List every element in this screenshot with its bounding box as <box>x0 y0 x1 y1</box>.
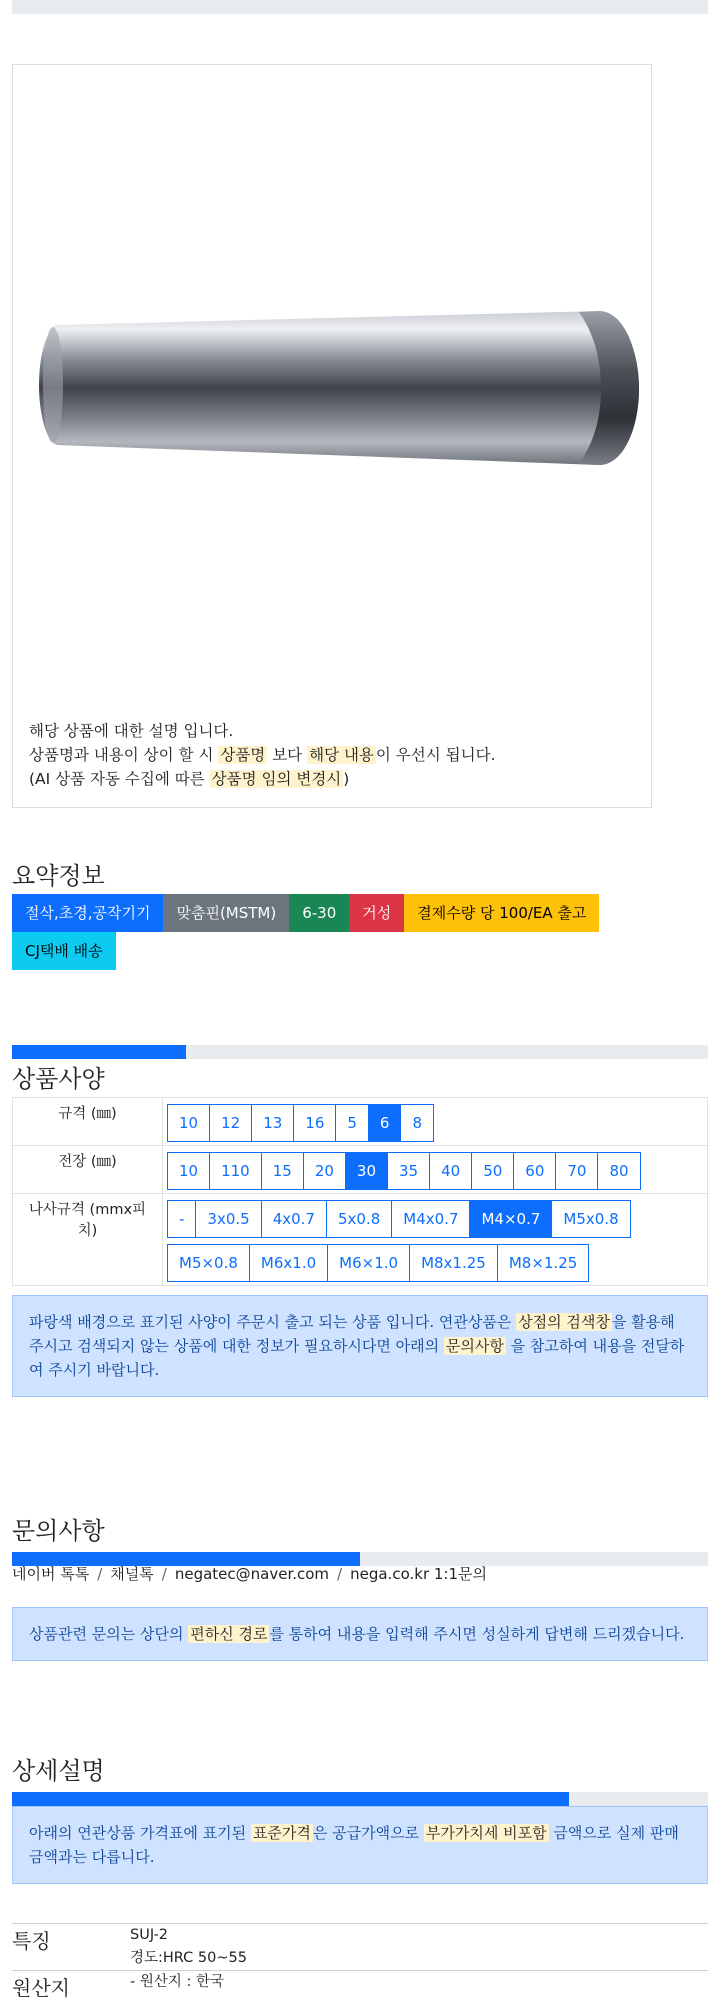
spec-option-group <box>167 1198 703 1282</box>
summary-heading: 요약정보 <box>12 862 105 890</box>
spec-notice: 파랑색 배경으로 표기된 사양이 주문시 출고 되는 상품 입니다. 연관상품은 상점의 검색창 을 활용해 주시고 검색되지 않는 상품에 대한 정보가 필요하시다면 아래의 문의사항 을 참고하여 내용을 전달하여 주시기 바랍니다. <box>12 1295 708 1397</box>
link-separator: / <box>337 1565 343 1583</box>
spec-options <box>163 1194 708 1286</box>
highlight-content: 해당 내용 <box>309 746 374 764</box>
spec-option-button[interactable]: 35 <box>387 1152 430 1190</box>
spec-options <box>163 1098 708 1146</box>
feature-value: 경도:HRC 50~55 <box>130 1950 247 1966</box>
spec-option-button[interactable]: 6 <box>368 1104 402 1142</box>
spec-option-button[interactable]: 16 <box>293 1104 336 1142</box>
spec-option-button[interactable]: 30 <box>345 1152 388 1190</box>
spec-option-button[interactable]: M6x1.0 <box>249 1244 328 1282</box>
highlight-search-box: 상점의 검색창 <box>518 1313 610 1331</box>
spec-option-button[interactable]: 5 <box>335 1104 369 1142</box>
inquiry-link[interactable]: negatec@naver.com <box>174 1565 330 1583</box>
specs-progress-bar <box>12 1045 708 1059</box>
summary-badge: 결제수량 당 100/EA 출고 <box>404 894 599 932</box>
inquiry-link[interactable]: nega.co.kr 1:1문의 <box>350 1565 487 1583</box>
feature-row <box>12 1924 708 1971</box>
product-image <box>39 301 639 491</box>
spec-row <box>13 1098 708 1146</box>
description-line-1: 해당 상품에 대한 설명 입니다. <box>29 722 234 740</box>
spec-option-button[interactable]: 15 <box>261 1152 304 1190</box>
spec-option-button[interactable]: 10 <box>167 1152 210 1190</box>
feature-value: - 원산지 : 한국 <box>130 1974 224 1990</box>
detail-notice: 아래의 연관상품 가격표에 표기된 표준가격 은 공급가액으로 부가가치세 비포함 금액으로 실제 판매금액과는 다릅니다. <box>12 1806 708 1884</box>
spec-option-button[interactable]: 3x0.5 <box>195 1200 261 1238</box>
spec-label: 나사규격 (mmx피치) <box>13 1194 163 1286</box>
spec-label: 규격 (㎜) <box>13 1098 163 1146</box>
highlight-convenient-route: 편하신 경로 <box>190 1625 268 1643</box>
spec-option-button[interactable]: M5x0.8 <box>551 1200 630 1238</box>
summary-badges <box>12 894 652 970</box>
feature-values <box>130 1924 708 1971</box>
inquiry-notice: 상품관련 문의는 상단의 편하신 경로 를 통하여 내용을 입력해 주시면 성실하게 답변해 드리겠습니다. <box>12 1607 708 1661</box>
product-image-card <box>12 64 652 808</box>
inquiry-heading: 문의사항 <box>12 1517 105 1545</box>
highlight-vat-excluded: 부가가치세 비포함 <box>425 1824 547 1842</box>
spec-row <box>13 1194 708 1286</box>
specs-progress-fill <box>12 1045 186 1059</box>
spec-option-button[interactable]: M8×1.25 <box>497 1244 589 1282</box>
spec-options <box>163 1146 708 1194</box>
highlight-standard-price: 표준가격 <box>252 1824 311 1842</box>
highlight-name-change: 상품명 임의 변경시 <box>211 770 342 788</box>
spec-label: 전장 (㎜) <box>13 1146 163 1194</box>
spec-option-button[interactable]: M5×0.8 <box>167 1244 250 1282</box>
spec-option-button[interactable]: 110 <box>209 1152 262 1190</box>
link-separator: / <box>97 1565 103 1583</box>
spec-option-button[interactable]: 80 <box>597 1152 640 1190</box>
spec-option-button[interactable]: - <box>167 1200 196 1238</box>
spec-row <box>13 1146 708 1194</box>
spec-option-button[interactable]: 20 <box>303 1152 346 1190</box>
spec-option-button[interactable]: 60 <box>513 1152 556 1190</box>
spec-option-button[interactable]: 70 <box>555 1152 598 1190</box>
spec-table <box>12 1097 708 1286</box>
summary-badge: CJ택배 배송 <box>12 932 116 970</box>
link-separator: / <box>161 1565 167 1583</box>
spec-option-button[interactable]: 4x0.7 <box>261 1200 327 1238</box>
detail-progress-fill <box>12 1792 569 1806</box>
summary-badge: 절삭,초경,공작기기 <box>12 894 163 932</box>
spec-option-button[interactable]: M8x1.25 <box>409 1244 498 1282</box>
summary-badge: 맞춤핀(MSTM) <box>163 894 289 932</box>
spec-option-button[interactable]: M4x0.7 <box>391 1200 470 1238</box>
spec-option-button[interactable]: 10 <box>167 1104 210 1142</box>
detail-heading: 상세설명 <box>12 1757 105 1785</box>
spec-option-button[interactable]: 5x0.8 <box>326 1200 392 1238</box>
highlight-inquiry: 문의사항 <box>445 1337 504 1355</box>
spec-option-button[interactable]: 8 <box>400 1104 434 1142</box>
inquiry-links <box>12 1563 487 1584</box>
feature-value: SUJ-2 <box>130 1927 169 1943</box>
spec-option-button[interactable]: 50 <box>471 1152 514 1190</box>
inquiry-link[interactable]: 채널톡 <box>110 1565 154 1583</box>
summary-badge: 6-30 <box>289 894 349 932</box>
feature-key: 원산지 <box>12 1971 130 2002</box>
spec-option-button[interactable]: 40 <box>429 1152 472 1190</box>
spec-option-button[interactable]: M6×1.0 <box>327 1244 410 1282</box>
summary-badge: 거성 <box>349 894 404 932</box>
detail-progress-bar <box>12 1792 708 1806</box>
image-description <box>29 719 496 791</box>
highlight-product-name: 상품명 <box>220 746 266 764</box>
feature-row <box>12 1971 708 2002</box>
spec-option-group <box>167 1102 703 1142</box>
top-progress-bar <box>12 0 708 14</box>
spec-option-button[interactable]: 12 <box>209 1104 252 1142</box>
feature-key: 특징 <box>12 1924 130 1971</box>
feature-values <box>130 1971 708 2002</box>
description-line-2: 상품명과 내용이 상이 할 시 상품명 보다 해당 내용 이 우선시 됩니다. <box>29 746 496 764</box>
description-line-3: (AI 상품 자동 수집에 따른 상품명 임의 변경시 ) <box>29 770 350 788</box>
feature-table <box>12 1923 708 2001</box>
specs-heading: 상품사양 <box>12 1065 105 1093</box>
inquiry-link[interactable]: 네이버 톡톡 <box>12 1565 90 1583</box>
spec-option-button[interactable]: M4×0.7 <box>469 1200 552 1238</box>
spec-option-group <box>167 1150 703 1190</box>
spec-option-button[interactable]: 13 <box>251 1104 294 1142</box>
